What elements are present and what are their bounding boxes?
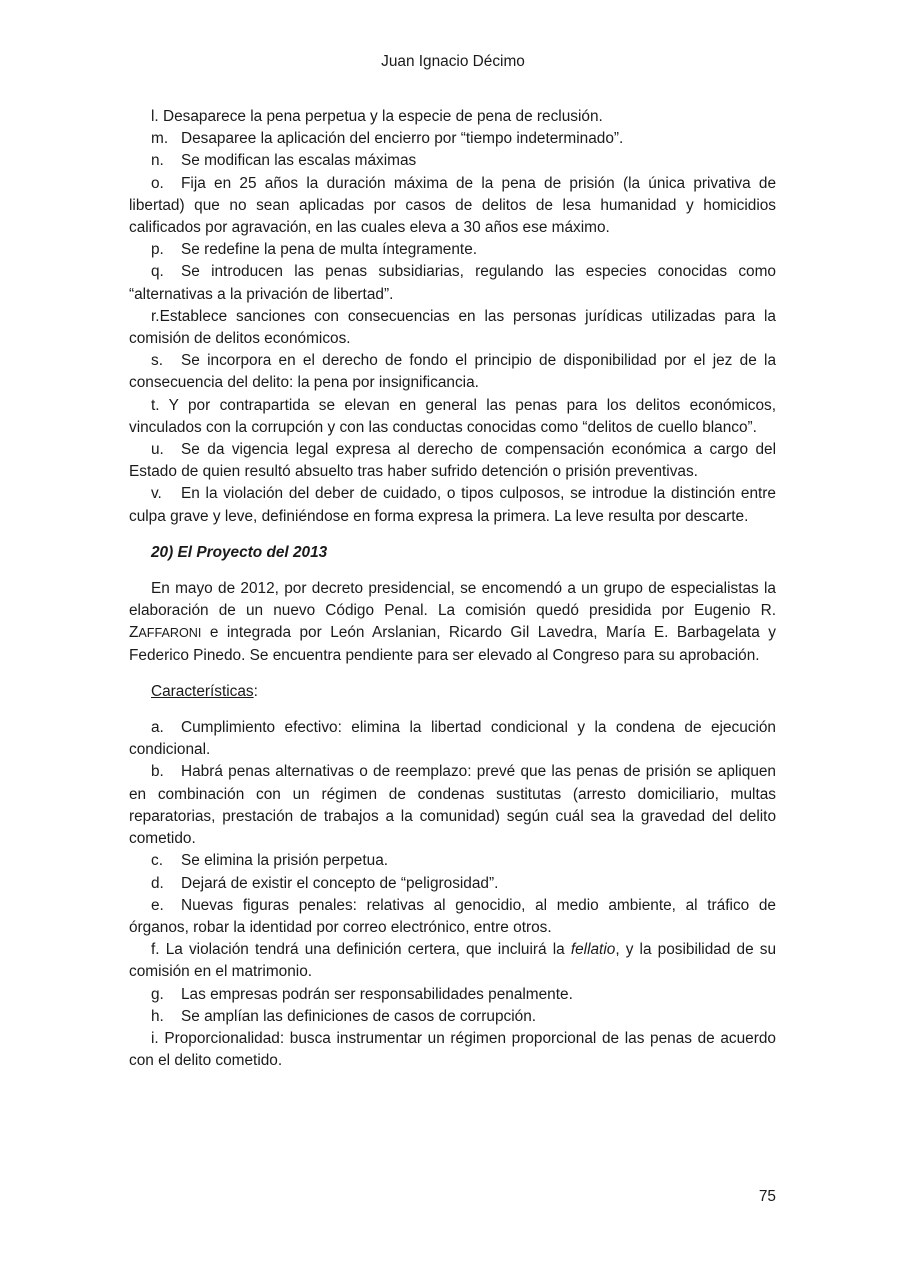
list-marker: v. [151, 485, 162, 503]
list-marker: q. [151, 263, 164, 281]
list-item [129, 239, 776, 261]
list-marker: t. [151, 396, 160, 414]
list-text: Se modifican las escalas máximas [181, 152, 417, 170]
list-item [129, 873, 776, 895]
page-number: 75 [758, 1188, 776, 1205]
list-text: Desaparee la aplicación del encierro por “tiempo indeterminado”. [181, 130, 624, 148]
running-header: Juan Ignacio Décimo [381, 53, 525, 70]
list-text: , y la posibilidad de su comisión en el matrimonio. [129, 941, 777, 981]
list-item [129, 1028, 776, 1072]
list-text: Se incorpora en el derecho de fondo el principio de disponibilidad por el jez de la consecuencia del delito: la pena por insignificancia. [129, 352, 776, 392]
list-item [129, 850, 776, 872]
list-text: Dejará de existir el concepto de “peligrosidad”. [181, 874, 499, 892]
list-text: Y por contrapartida se elevan en general las penas para los delitos económicos, vinculados con la corrupción y con las conductas conocidas como “delitos de cuello blanco”. [129, 396, 776, 436]
name-initial: Z [129, 624, 139, 642]
list-text: Las empresas podrán ser responsabilidades penalmente. [181, 985, 573, 1003]
list-marker: o. [151, 174, 164, 192]
list-item [129, 350, 776, 394]
list-text: Cumplimiento efectivo: elimina la libertad condicional y la condena de ejecución condicional. [129, 719, 776, 759]
section-paragraph [129, 578, 776, 667]
list-marker: b. [151, 763, 164, 781]
features-label [129, 681, 776, 703]
section-heading: 20) El Proyecto del 2013 [151, 543, 328, 561]
list-item [129, 1006, 776, 1028]
list-item [129, 439, 776, 483]
list-marker: i. [151, 1029, 159, 1047]
list-text: Establece sanciones con consecuencias en las personas jurídicas utilizadas para la comisión de delitos económicos. [129, 307, 776, 348]
list-item [129, 261, 776, 305]
list-text: Se introducen las penas subsidiarias, regulando las especies conocidas como “alternativas a la privación de libertad”. [129, 263, 776, 303]
list-item [129, 717, 776, 761]
paragraph-text: En mayo de 2012, por decreto presidencial, se encomendó a un grupo de especialistas la elaboración de un nuevo Código Penal. La comisión quedó presidida por Eugenio R. [129, 580, 776, 620]
list-text: Se da vigencia legal expresa al derecho de compensación económica a cargo del Estado de quien resultó absuelto tras haber sufrido detención o prisión preventivas. [129, 441, 776, 481]
features-label-text: Características [151, 682, 254, 700]
list-text: Fija en 25 años la duración máxima de la pena de prisión (la única privativa de libertad) que no sean aplicadas por casos de delitos de lesa humanidad y homicidios calificados por agravación, en las cuales eleva a 30 años ese máximo. [129, 174, 776, 237]
list-item [129, 984, 776, 1006]
list-item [129, 106, 776, 128]
list-item [129, 395, 776, 439]
list-marker: g. [151, 985, 164, 1003]
list-marker: n. [151, 152, 164, 170]
list-marker: h. [151, 1007, 164, 1025]
list-text: Habrá penas alternativas o de reemplazo: prevé que las penas de prisión se apliquen en combinación con un régimen de condenas sustitutas (arresto domiciliario, multas reparatorias, prestación de trabajos a la comunidad) según cuál sea la gravedad del delito cometido. [129, 763, 776, 848]
list-text: Se redefine la pena de multa íntegramente. [181, 241, 478, 259]
name-rest: AFFARONI [138, 626, 202, 641]
list-marker: c. [151, 852, 163, 870]
list-marker: d. [151, 874, 164, 892]
list-marker: u. [151, 441, 164, 459]
list-text: Se amplían las definiciones de casos de corrupción. [181, 1007, 537, 1025]
list-item [129, 150, 776, 172]
list-marker: p. [151, 241, 164, 259]
list-item [129, 173, 776, 240]
list-item [129, 483, 776, 527]
list-text: La violación tendrá una definición certera, que incluirá la [165, 941, 571, 959]
list-text: En la violación del deber de cuidado, o tipos culposos, se introdue la distinción entre culpa grave y leve, definiéndose en forma expresa la primera. La leve resulta por descarte. [129, 485, 776, 525]
list-item [129, 761, 776, 850]
list-marker: s. [151, 352, 163, 370]
list-marker: e. [151, 896, 164, 914]
author-name-smallcaps [129, 624, 201, 641]
list-text: Nuevas figuras penales: relativas al genocidio, al medio ambiente, al tráfico de órganos, robar la identidad por correo electrónico, entre otros. [129, 896, 776, 936]
list-text-italic: fellatio [570, 941, 616, 959]
list-item [129, 895, 776, 939]
page-body [129, 106, 776, 1072]
list-marker: a. [151, 719, 164, 737]
list-marker: r. [151, 307, 160, 325]
list-item [129, 939, 776, 983]
list-marker: m. [151, 130, 169, 148]
features-colon: : [253, 682, 258, 700]
list-marker: f. [151, 941, 160, 959]
paragraph-text: e integrada por León Arslanian, Ricardo Gil Lavedra, María E. Barbagelata y Federico Pinedo. Se encuentra pendiente para ser elevado al Congreso para su aprobación. [129, 624, 776, 664]
list-text: Proporcionalidad: busca instrumentar un régimen proporcional de las penas de acuerdo con el delito cometido. [129, 1029, 776, 1070]
list-text: Desaparece la pena perpetua y la especie de pena de reclusión. [162, 108, 603, 125]
list-item [129, 128, 776, 150]
list-text: Se elimina la prisión perpetua. [181, 852, 389, 870]
list-item [129, 306, 776, 350]
list-marker: l. [151, 108, 159, 125]
